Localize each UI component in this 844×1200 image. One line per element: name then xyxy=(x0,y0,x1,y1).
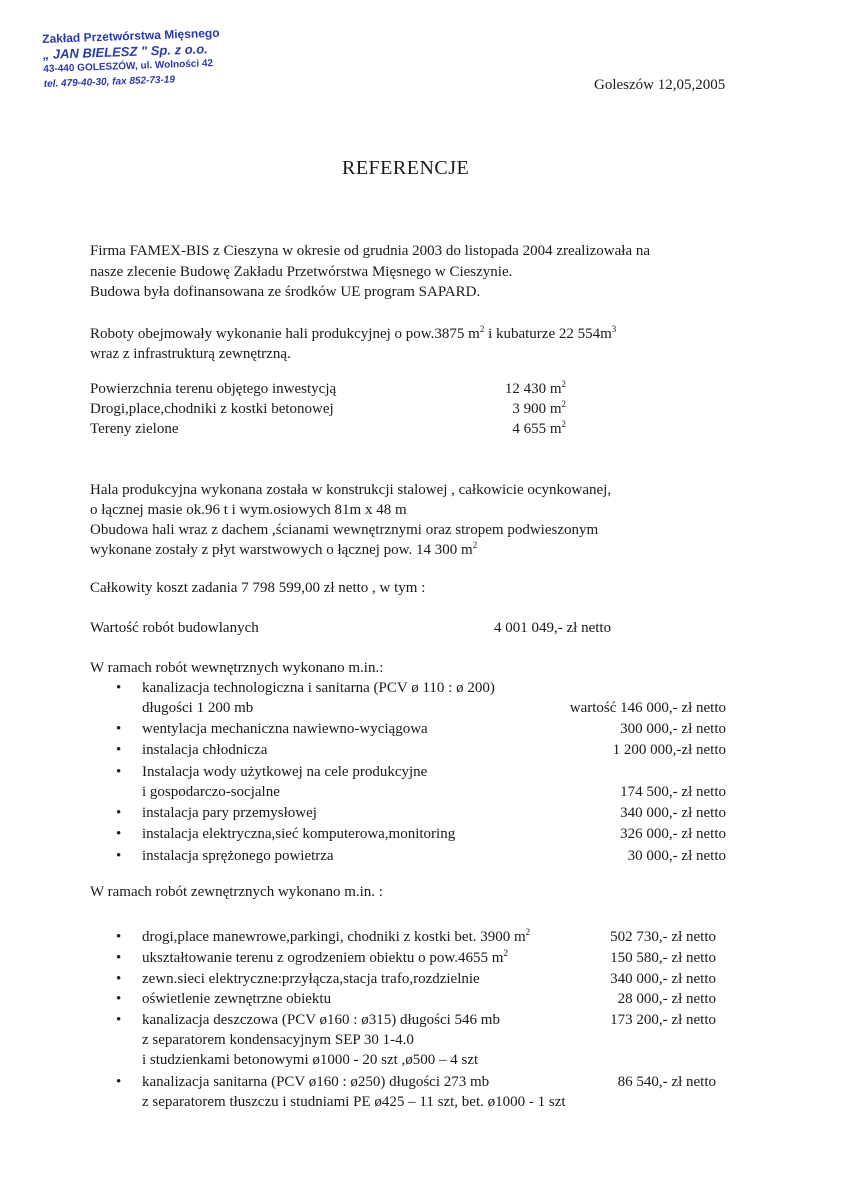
bullet-icon: • xyxy=(116,1074,122,1090)
bullet-icon: • xyxy=(116,971,122,987)
works-line xyxy=(90,324,616,344)
internal-item-value: 174 500,- zł netto xyxy=(620,784,726,800)
bullet-icon: • xyxy=(116,680,122,696)
intro-line: Budowa była dofinansowana ze środków UE program SAPARD. xyxy=(90,284,481,300)
bullet-icon: • xyxy=(116,848,122,864)
internal-item-value: 30 000,- zł netto xyxy=(627,848,726,864)
area-label: Tereny zielone xyxy=(90,421,179,437)
stamp-line: „ JAN BIELESZ " Sp. z o.o. xyxy=(42,41,209,62)
bullet-icon: • xyxy=(116,805,122,821)
hall-line: Hala produkcyjna wykonana została w konstrukcji stalowej , całkowicie ocynkowanej, xyxy=(90,482,612,498)
bullet-icon: • xyxy=(116,721,122,737)
bullet-icon: • xyxy=(116,929,122,945)
external-item-text: i studzienkami betonowymi ø1000 - 20 szt ,ø500 – 4 szt xyxy=(142,1052,479,1068)
internal-item-value: 326 000,- zł netto xyxy=(620,826,726,842)
internal-item-text: i gospodarczo-socjalne xyxy=(142,784,280,800)
internal-item-text: wentylacja mechaniczna nawiewno-wyciągowa xyxy=(142,721,428,737)
hall-line: Obudowa hali wraz z dachem ,ścianami wewnętrznymi oraz stropem podwieszonym xyxy=(90,522,599,538)
area-value xyxy=(505,379,566,399)
superscript: 3 xyxy=(611,324,617,334)
works-text: i kubaturze 22 554m xyxy=(484,326,612,342)
hall-text: wykonane zostały z płyt warstwowych o łącznej pow. 14 300 m xyxy=(90,542,473,558)
internal-item-text: długości 1 200 mb xyxy=(142,700,254,716)
superscript: 2 xyxy=(561,399,566,409)
internal-item-text: instalacja sprężonego powietrza xyxy=(142,848,334,864)
construction-label: Wartość robót budowlanych xyxy=(90,620,259,636)
bullet-icon: • xyxy=(116,826,122,842)
external-item-text xyxy=(142,948,508,968)
stamp-line: tel. 479-40-30, fax 852-73-19 xyxy=(43,74,176,90)
area-label: Powierzchnia terenu objętego inwestycją xyxy=(90,381,337,397)
bullet-icon: • xyxy=(116,742,122,758)
external-item-text: z separatorem kondensacyjnym SEP 30 1-4.0 xyxy=(142,1032,414,1048)
bullet-icon: • xyxy=(116,950,122,966)
external-item-text: kanalizacja deszczowa (PCV ø160 : ø315) długości 546 mb xyxy=(142,1012,500,1028)
intro-line: nasze zlecenie Budowę Zakładu Przetwórstwa Mięsnego w Cieszynie. xyxy=(90,264,513,280)
area-label: Drogi,place,chodniki z kostki betonowej xyxy=(90,401,334,417)
external-heading: W ramach robót zewnętrznych wykonano m.in. : xyxy=(90,884,383,900)
external-item-text: kanalizacja sanitarna (PCV ø160 : ø250) długości 273 mb xyxy=(142,1074,490,1090)
construction-value: 4 001 049,- zł netto xyxy=(494,620,612,636)
internal-heading: W ramach robót wewnętrznych wykonano m.in.: xyxy=(90,660,384,676)
internal-item-value: wartość 146 000,- zł netto xyxy=(569,700,726,716)
superscript: 2 xyxy=(561,379,566,389)
superscript: 2 xyxy=(525,927,531,937)
internal-item-value: 1 200 000,-zł netto xyxy=(612,742,726,758)
external-item-text: oświetlenie zewnętrzne obiektu xyxy=(142,991,332,1007)
internal-item-text: instalacja chłodnicza xyxy=(142,742,268,758)
area-value xyxy=(512,399,566,419)
document-title: REFERENCJE xyxy=(342,157,470,179)
external-item-text: z separatorem tłuszczu i studniami PE ø425 – 11 szt, bet. ø1000 - 1 szt xyxy=(142,1094,566,1110)
external-item-value: 28 000,- zł netto xyxy=(617,991,716,1007)
external-item-value: 150 580,- zł netto xyxy=(610,950,716,966)
external-item-value: 173 200,- zł netto xyxy=(610,1012,716,1028)
intro-line: Firma FAMEX-BIS z Cieszyna w okresie od grudnia 2003 do listopada 2004 zrealizowała na xyxy=(90,243,651,259)
total-cost: Całkowity koszt zadania 7 798 599,00 zł netto , w tym : xyxy=(90,580,426,596)
external-item-value: 340 000,- zł netto xyxy=(610,971,716,987)
area-value-text: 12 430 m xyxy=(504,381,562,397)
external-item-text xyxy=(142,927,530,947)
external-item-line: drogi,place manewrowe,parkingi, chodniki z kostki bet. 3900 m xyxy=(142,929,526,945)
external-item-value: 502 730,- zł netto xyxy=(610,929,716,945)
internal-item-value: 300 000,- zł netto xyxy=(620,721,726,737)
document-date: Goleszów 12,05,2005 xyxy=(594,77,726,93)
superscript: 2 xyxy=(561,419,566,429)
area-value-text: 3 900 m xyxy=(512,401,562,417)
superscript: 2 xyxy=(479,324,485,334)
works-line: wraz z infrastrukturą zewnętrzną. xyxy=(90,346,291,362)
bullet-icon: • xyxy=(116,991,122,1007)
area-value xyxy=(512,419,566,439)
external-item-text: zewn.sieci elektryczne:przyłącza,stacja trafo,rozdzielnie xyxy=(142,971,480,987)
internal-item-text: Instalacja wody użytkowej na cele produkcyjne xyxy=(142,764,428,780)
internal-item-value: 340 000,- zł netto xyxy=(620,805,726,821)
bullet-icon: • xyxy=(116,764,122,780)
stamp-line: Zakład Przetwórstwa Mięsnego xyxy=(42,25,220,46)
company-stamp xyxy=(42,26,221,92)
area-value-text: 4 655 m xyxy=(512,421,562,437)
external-item-value: 86 540,- zł netto xyxy=(617,1074,716,1090)
stamp-line: 43-440 GOLESZÓW, ul. Wolności 42 xyxy=(43,58,214,75)
superscript: 2 xyxy=(503,948,508,958)
internal-item-text: kanalizacja technologiczna i sanitarna (PCV ø 110 : ø 200) xyxy=(142,680,495,696)
hall-line: o łącznej masie ok.96 t i wym.osiowych 81m x 48 m xyxy=(90,502,407,518)
works-text: Roboty obejmowały wykonanie hali produkcyjnej o pow.3875 m xyxy=(90,326,480,342)
internal-item-text: instalacja pary przemysłowej xyxy=(142,805,317,821)
superscript: 2 xyxy=(472,540,478,550)
bullet-icon: • xyxy=(116,1012,122,1028)
internal-item-text: instalacja elektryczna,sieć komputerowa,monitoring xyxy=(142,826,456,842)
external-item-line: ukształtowanie terenu z ogrodzeniem obiektu o pow.4655 m xyxy=(142,950,504,966)
hall-line xyxy=(90,540,477,560)
